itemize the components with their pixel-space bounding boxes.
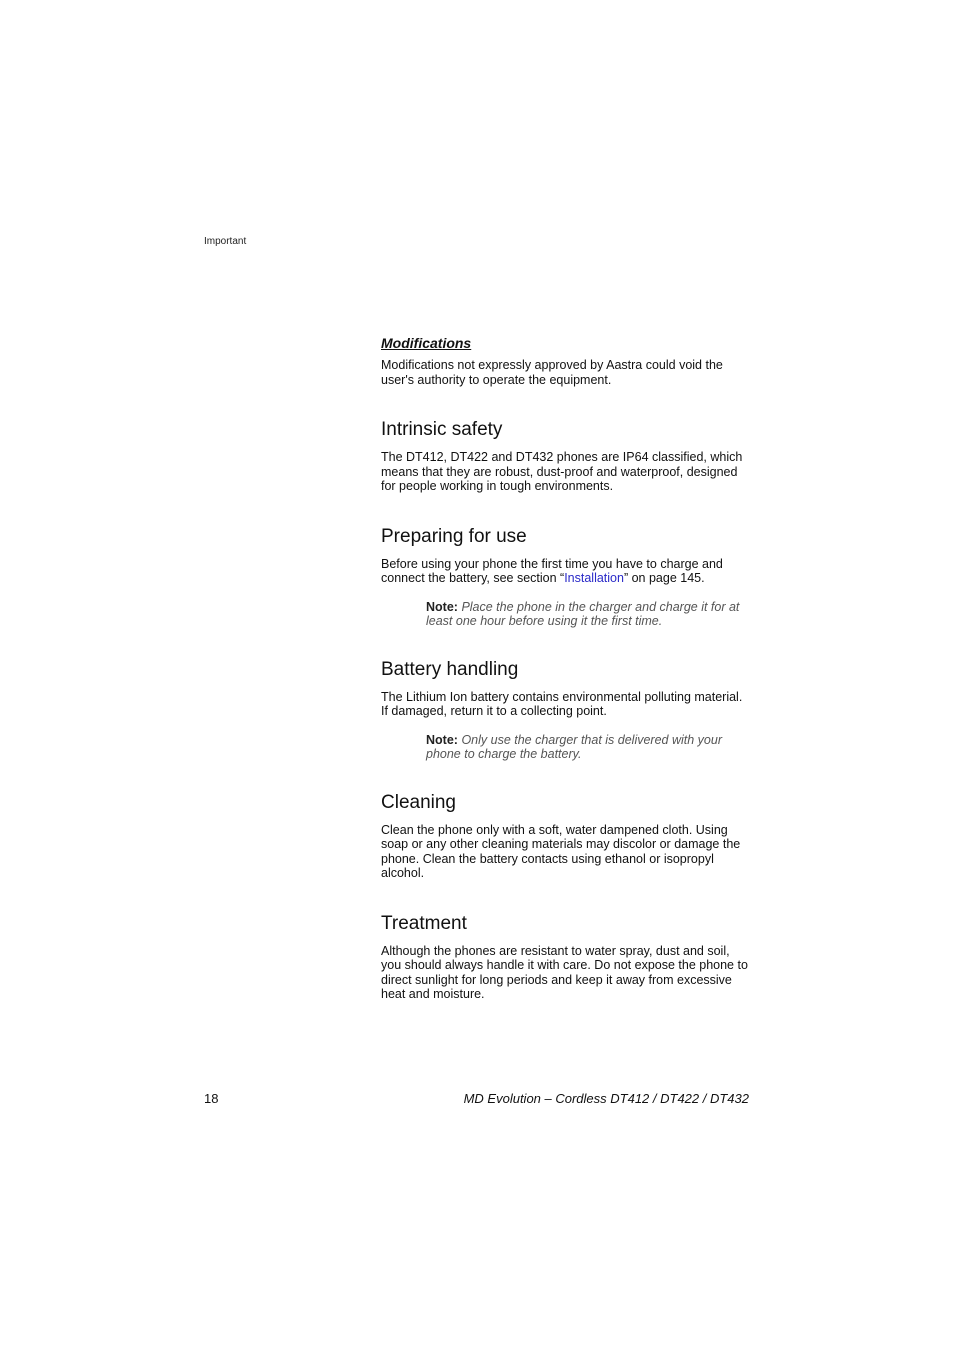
section-cleaning <box>381 791 751 881</box>
preparing-note <box>426 600 751 629</box>
cleaning-body: Clean the phone only with a soft, water dampened cloth. Using soap or any other cleaning materials may discolor or damage the phone. Clean the battery contacts using ethanol or isopropyl alcohol. <box>381 822 741 880</box>
treatment-body: Although the phones are resistant to water spray, dust and soil, you should always handle it with care. Do not expose the phone to direct sunlight for long periods and keep it away from excessive heat and moisture. <box>381 943 748 1001</box>
note-label: Note: <box>426 599 458 614</box>
section-heading-cleaning: Cleaning <box>381 791 456 813</box>
section-preparing-for-use <box>381 525 751 629</box>
intrinsic-safety-body: The DT412, DT422 and DT432 phones are IP64 classified, which means that they are robust, dust-proof and waterproof, designed for people working in tough environments. <box>381 450 743 493</box>
page-number: 18 <box>204 1091 219 1106</box>
page-content <box>381 333 751 1002</box>
section-heading-treatment: Treatment <box>381 912 467 934</box>
section-heading-intrinsic-safety: Intrinsic safety <box>381 419 503 440</box>
note-text: Only use the charger that is delivered with your phone to charge the battery. <box>426 732 722 761</box>
modifications-body: Modifications not expressly approved by Aastra could void the user's authority to operate the equipment. <box>381 358 723 387</box>
section-heading-modifications: Modifications <box>381 335 472 351</box>
footer-doc-title: MD Evolution – Cordless DT412 / DT422 / DT432 <box>463 1091 749 1106</box>
installation-link[interactable]: Installation <box>564 571 624 585</box>
running-head: Important <box>204 236 247 247</box>
note-text: Place the phone in the charger and charge it for at least one hour before using it the first time. <box>426 599 740 628</box>
section-modifications <box>381 333 751 387</box>
section-intrinsic-safety <box>381 418 751 494</box>
preparing-body <box>381 557 751 586</box>
battery-body: The Lithium Ion battery contains environmental polluting material. If damaged, return it to a collecting point. <box>381 689 743 718</box>
battery-note <box>426 733 751 762</box>
section-battery-handling <box>381 658 751 762</box>
section-heading-battery-handling: Battery handling <box>381 658 519 680</box>
section-treatment <box>381 912 751 1002</box>
note-label: Note: <box>426 732 458 747</box>
section-heading-preparing-for-use: Preparing for use <box>381 525 527 547</box>
preparing-body-before: Before using your phone the first time you have to charge and connect the battery, see section “ <box>381 556 723 585</box>
preparing-body-after: ” on page 145. <box>623 571 705 585</box>
